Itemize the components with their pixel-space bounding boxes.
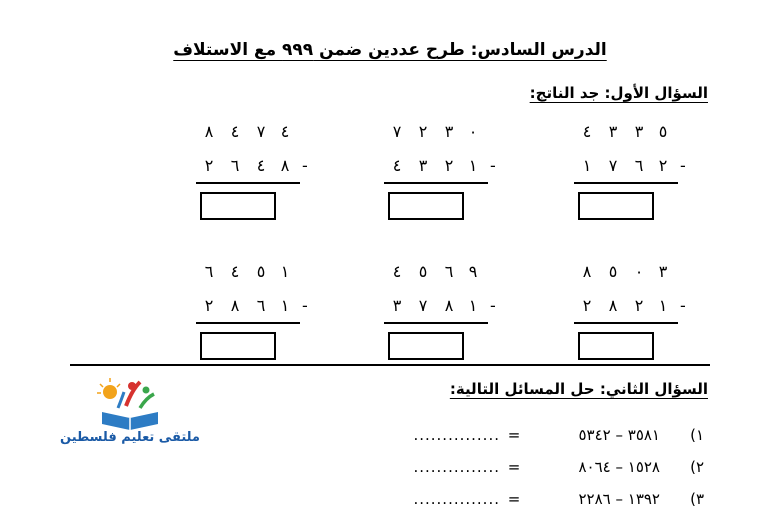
digit: ٧ <box>392 122 402 141</box>
minuend-digits <box>576 262 676 282</box>
logo-text: ملتقى تعليم فلسطين <box>60 430 200 445</box>
digit: ٤ <box>280 122 290 141</box>
subtrahend-digits <box>386 156 486 176</box>
item-expression: ١٥٢٨ – ٨٠٦٤ <box>578 458 660 476</box>
digit: ٢ <box>204 156 214 175</box>
digit: ٦ <box>230 156 240 175</box>
digit: ٠ <box>634 262 644 281</box>
equals-sign: = <box>507 458 521 476</box>
digit: ٨ <box>230 296 240 315</box>
digit: ٤ <box>256 156 266 175</box>
subtrahend-digits <box>198 296 298 316</box>
answer-line <box>196 322 300 324</box>
digit: ٧ <box>418 296 428 315</box>
digit: ٣ <box>418 156 428 175</box>
digit: ٨ <box>280 156 290 175</box>
digit: ٢ <box>418 122 428 141</box>
digit: ٦ <box>204 262 214 281</box>
digit: ٦ <box>444 262 454 281</box>
digit: ٢ <box>444 156 454 175</box>
subtrahend-digits <box>386 296 486 316</box>
digit: ٤ <box>230 262 240 281</box>
answer-line <box>384 182 488 184</box>
answer-box[interactable] <box>200 332 276 360</box>
subtrahend-digits <box>576 156 676 176</box>
answer-line <box>384 322 488 324</box>
minus-sign: - <box>302 296 308 315</box>
subtrahend-digits <box>198 156 298 176</box>
answer-box[interactable] <box>200 192 276 220</box>
minuend-digits <box>198 262 298 282</box>
digit: ٧ <box>608 156 618 175</box>
digit: ٤ <box>392 156 402 175</box>
minuend-digits <box>198 122 298 142</box>
minuend-digits <box>386 122 486 142</box>
minus-sign: - <box>680 296 686 315</box>
digit: ٠ <box>468 122 478 141</box>
digit: ١ <box>468 156 478 175</box>
answer-box[interactable] <box>388 332 464 360</box>
logo-book-icon <box>60 372 200 436</box>
item-expression: ١٣٩٢ – ٢٢٨٦ <box>578 490 660 508</box>
digit: ٥ <box>608 262 618 281</box>
digit: ١ <box>468 296 478 315</box>
digit: ٨ <box>582 262 592 281</box>
answer-line <box>574 322 678 324</box>
digit: ٢ <box>204 296 214 315</box>
digit: ٣ <box>608 122 618 141</box>
problem-item <box>364 458 704 478</box>
digit: ٨ <box>204 122 214 141</box>
digit: ١ <box>658 296 668 315</box>
answer-blank[interactable]: ............... <box>413 426 500 444</box>
digit: ٢ <box>634 296 644 315</box>
digit: ٨ <box>444 296 454 315</box>
item-number: ١) <box>690 426 704 444</box>
digit: ٩ <box>468 262 478 281</box>
digit: ٨ <box>608 296 618 315</box>
digit: ٥ <box>658 122 668 141</box>
digit: ٣ <box>658 262 668 281</box>
answer-box[interactable] <box>388 192 464 220</box>
answer-blank[interactable]: ............... <box>413 458 500 476</box>
digit: ٣ <box>392 296 402 315</box>
lesson-title: الدرس السادس: طرح عددين ضمن ٩٩٩ مع الاستلاف <box>173 40 607 60</box>
answer-blank[interactable]: ............... <box>413 490 500 508</box>
digit: ١ <box>582 156 592 175</box>
digit: ٥ <box>256 262 266 281</box>
problem-item <box>364 426 704 446</box>
question-1-label: السؤال الأول: جد الناتج: <box>529 84 708 102</box>
minus-sign: - <box>490 296 496 315</box>
digit: ٧ <box>256 122 266 141</box>
section-divider <box>70 364 710 366</box>
equals-sign: = <box>507 490 521 508</box>
digit: ٦ <box>634 156 644 175</box>
digit: ٢ <box>582 296 592 315</box>
minus-sign: - <box>490 156 496 175</box>
answer-box[interactable] <box>578 192 654 220</box>
digit: ٥ <box>418 262 428 281</box>
item-number: ٣) <box>690 490 704 508</box>
minus-sign: - <box>302 156 308 175</box>
digit: ٤ <box>230 122 240 141</box>
digit: ١ <box>280 296 290 315</box>
problem-item <box>364 490 704 510</box>
question-2-label: السؤال الثاني: حل المسائل التالية: <box>449 380 708 398</box>
item-expression: ٣٥٨١ – ٥٣٤٢ <box>578 426 660 444</box>
digit: ٤ <box>582 122 592 141</box>
item-number: ٢) <box>690 458 704 476</box>
answer-box[interactable] <box>578 332 654 360</box>
minuend-digits <box>576 122 676 142</box>
digit: ٦ <box>256 296 266 315</box>
digit: ٤ <box>392 262 402 281</box>
digit: ٣ <box>444 122 454 141</box>
digit: ١ <box>280 262 290 281</box>
answer-line <box>196 182 300 184</box>
subtrahend-digits <box>576 296 676 316</box>
equals-sign: = <box>507 426 521 444</box>
minuend-digits <box>386 262 486 282</box>
answer-line <box>574 182 678 184</box>
minus-sign: - <box>680 156 686 175</box>
digit: ٢ <box>658 156 668 175</box>
digit: ٣ <box>634 122 644 141</box>
